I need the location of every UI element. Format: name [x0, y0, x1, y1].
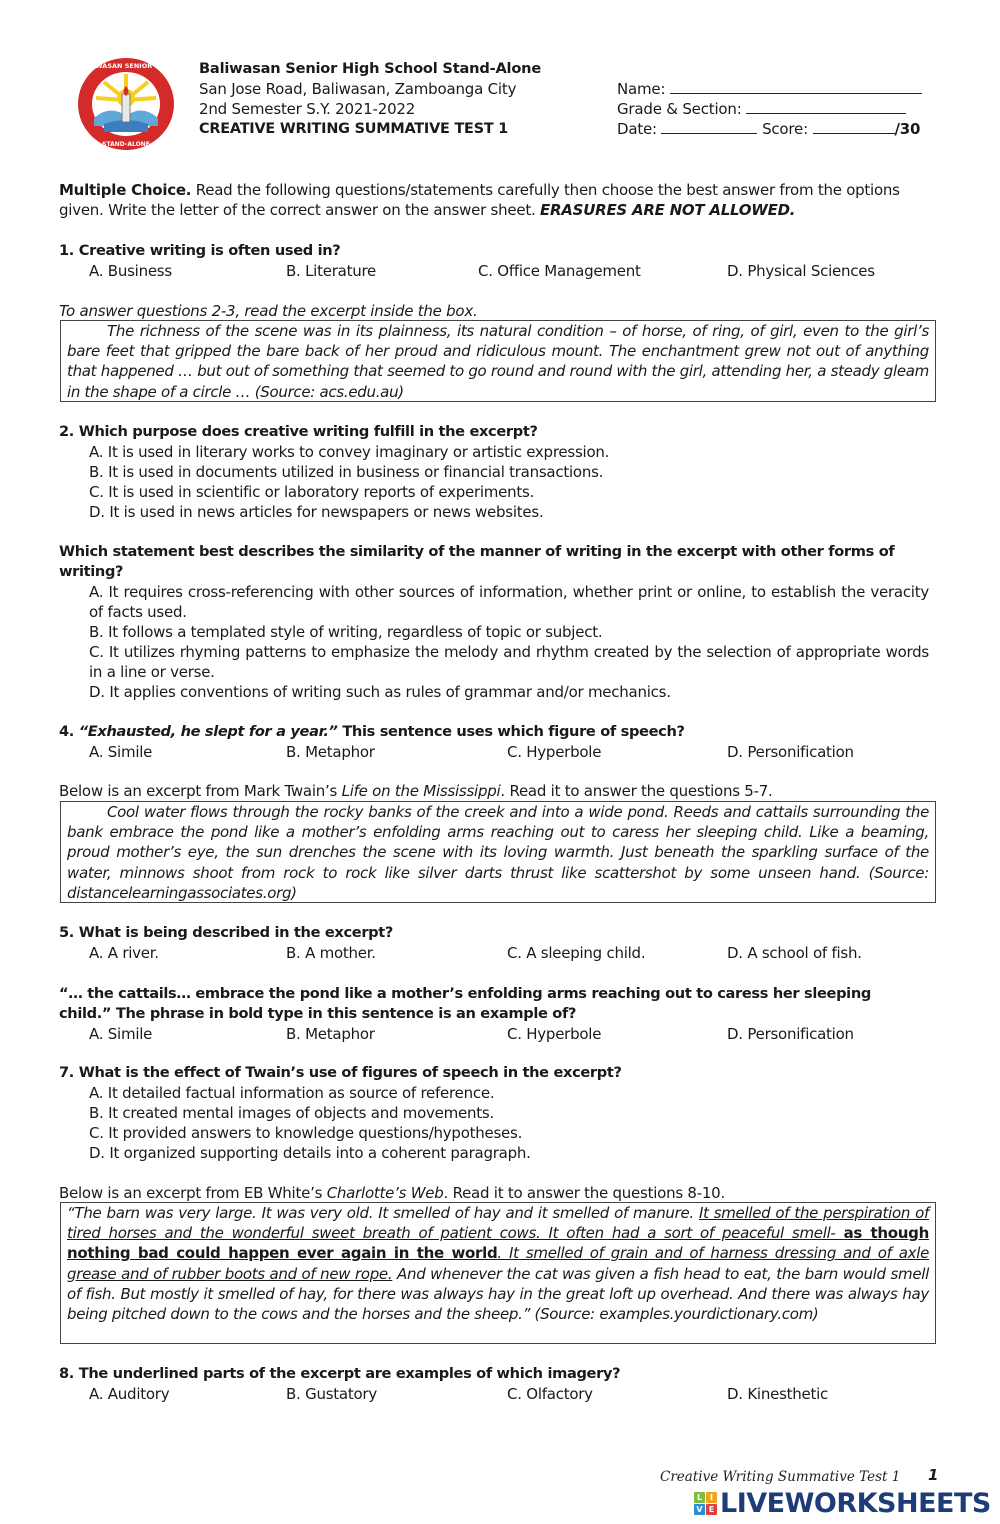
option-c[interactable]: C. A sleeping child.	[507, 944, 646, 962]
student-info	[617, 79, 937, 139]
date-label: Date:	[617, 120, 657, 138]
question-text: “… the cattails… embrace the pond like a mother’s enfolding arms reaching out to caress her sleeping	[59, 985, 871, 1002]
date-score-row	[617, 119, 937, 139]
excerpt-2-intro	[59, 781, 773, 801]
option-c[interactable]: C. It is used in scientific or laboratory reports of experiments.	[89, 483, 535, 501]
page-number: 1	[928, 1466, 939, 1484]
grade-section-label: Grade & Section:	[617, 100, 742, 118]
option-b[interactable]: B. Metaphor	[286, 1025, 375, 1043]
footer-title: Creative Writing Summative Test 1	[660, 1469, 901, 1485]
option-a[interactable]: A. Simile	[89, 1025, 153, 1043]
excerpt-2-text: Cool water flows through the rocky banks of the creek and into a wide pond. Reeds and cattails surrounding the bank embrace the pond like a mother’s enfolding arms reaching out to caress her sleeping child. Like a beaming, proud mother’s eye, the sun drenches the scene with its loving warmth. Just beneath the sparkling surface of the water, minnows shoot from rock to rock like silver darts thrust like scattershot by some unseen hand. (Source: distancelearningassociates.org)	[67, 803, 929, 902]
question-text: What is being described in the excerpt?	[78, 924, 394, 941]
question-text: This sentence uses which figure of speech?	[337, 723, 685, 740]
option-d[interactable]: D. It organized supporting details into a coherent paragraph.	[89, 1144, 531, 1162]
grade-section-field[interactable]	[746, 99, 906, 114]
option-a[interactable]: A. It requires cross-referencing with other sources of information, whether print or online, to establish the veracity of facts used.	[89, 583, 929, 621]
option-b[interactable]: B. Literature	[286, 262, 377, 280]
question-8	[59, 1364, 939, 1404]
intro-text: Below is an excerpt from EB White’s	[59, 1184, 327, 1202]
svg-text:STAND-ALONE: STAND-ALONE	[102, 141, 150, 148]
name-row	[617, 79, 937, 99]
instructions-body: Read the following questions/statements carefully then choose the best answer from the options given. Write the letter of the correct answer on the answer sheet.	[59, 181, 900, 219]
option-a[interactable]: A. A river.	[89, 944, 159, 962]
option-d[interactable]: D. A school of fish.	[727, 944, 862, 962]
test-title: CREATIVE WRITING SUMMATIVE TEST 1	[199, 121, 509, 137]
option-a[interactable]: A. Auditory	[89, 1385, 170, 1403]
book-title: Life on the Mississippi	[341, 782, 501, 800]
option-c[interactable]: C. Office Management	[478, 262, 641, 280]
icon-letter: I	[706, 1492, 717, 1503]
question-text: What is the effect of Twain’s use of figures of speech in the excerpt?	[78, 1064, 622, 1081]
excerpt-3-underlined: It smelled of the perspiration of tired horses and the wonderful sweet breath of patient cows. It often had a sort of peaceful smell-	[67, 1204, 929, 1243]
semester: 2nd Semester S.Y. 2021-2022	[199, 100, 416, 118]
question-text: Creative writing is often used in?	[78, 242, 341, 259]
question-text: The underlined parts of the excerpt are examples of which imagery?	[78, 1365, 621, 1382]
svg-text:BALIWASAN SENIOR HIGH: BALIWASAN SENIOR HIGH	[78, 62, 174, 70]
excerpt-3-underlined: . It smelled of grain and of harness dressing and of axle grease and of rubber boots and of new rope.	[67, 1244, 929, 1283]
option-c[interactable]: C. Hyperbole	[507, 1025, 602, 1043]
question-5	[59, 923, 939, 963]
score-field[interactable]	[813, 119, 895, 134]
excerpt-3-box	[60, 1202, 936, 1344]
option-b[interactable]: B. It created mental images of objects and movements.	[89, 1104, 494, 1122]
score-label: Score:	[762, 120, 808, 138]
option-b[interactable]: B. It follows a templated style of writing, regardless of topic or subject.	[89, 623, 603, 641]
grade-section-row	[617, 99, 937, 119]
excerpt-1-box	[60, 320, 936, 402]
option-c[interactable]: C. Hyperbole	[507, 743, 602, 761]
option-d[interactable]: D. Physical Sciences	[727, 262, 875, 280]
option-d[interactable]: D. It applies conventions of writing such as rules of grammar and/or mechanics.	[89, 683, 671, 701]
excerpt-3-intro	[59, 1183, 725, 1203]
excerpt-2-box	[60, 801, 936, 903]
date-field[interactable]	[661, 119, 757, 134]
instructions-emphasis: ERASURES ARE NOT ALLOWED.	[540, 201, 796, 219]
question-7	[59, 1063, 939, 1163]
intro-text: . Read it to answer the questions 5-7.	[500, 782, 773, 800]
option-a[interactable]: A. Business	[89, 262, 172, 280]
excerpt-1-intro: To answer questions 2-3, read the excerpt inside the box.	[59, 302, 478, 320]
question-4	[59, 722, 939, 762]
option-c[interactable]: C. It utilizes rhyming patterns to emphasize the melody and rhythm created by the selection of appropriate words in a line or verse.	[89, 643, 929, 681]
score-total: /30	[894, 120, 921, 138]
option-d[interactable]: D. Kinesthetic	[727, 1385, 829, 1403]
book-title: Charlotte’s Web	[326, 1184, 444, 1202]
school-header	[199, 59, 541, 139]
excerpt-1-text: The richness of the scene was in its plainness, its natural condition – of horse, of ring, of girl, even to the girl’s bare feet that gripped the bare back of her proud and ridiculous mount. The enchantment grew not out of anything that happened … but out of something that seemed to go round and round with the girl, attending her, a steady gleam in the shape of a circle … (Source: acs.edu.au)	[67, 322, 929, 401]
question-6	[59, 984, 939, 1044]
question-number: 2.	[59, 423, 74, 440]
brand-name: LIVEWORKSHEETS	[720, 1487, 991, 1519]
question-number: 8.	[59, 1365, 74, 1382]
option-d[interactable]: D. Personification	[727, 1025, 854, 1043]
school-address: San Jose Road, Baliwasan, Zamboanga City	[199, 80, 517, 98]
school-seal-icon	[76, 56, 176, 152]
question-text-cont: child.” The phrase in bold type in this sentence is an example of?	[59, 1005, 577, 1022]
question-3	[59, 542, 929, 702]
option-a[interactable]: A. Simile	[89, 743, 153, 761]
option-c[interactable]: C. Olfactory	[507, 1385, 593, 1403]
option-a[interactable]: A. It is used in literary works to convey imaginary or artistic expression.	[89, 443, 610, 461]
question-text: Which purpose does creative writing fulfill in the excerpt?	[78, 423, 538, 440]
option-b[interactable]: B. A mother.	[286, 944, 376, 962]
question-number: 7.	[59, 1064, 74, 1081]
question-quote: “Exhausted, he slept for a year.”	[78, 723, 338, 740]
intro-text: . Read it to answer the questions 8-10.	[443, 1184, 725, 1202]
option-b[interactable]: B. Metaphor	[286, 743, 375, 761]
name-field[interactable]	[670, 79, 922, 94]
option-a[interactable]: A. It detailed factual information as source of reference.	[89, 1084, 495, 1102]
question-2	[59, 422, 939, 522]
option-d[interactable]: D. Personification	[727, 743, 854, 761]
excerpt-3-text: And whenever the cat was given a fish head to eat, the barn would smell of fish. But mostly it smelled of hay, for there was always hay in the great loft up overhead. And there was always hay being pitched down to the cows and the horses and the sheep.” (Source: examples.yourdictionary.com)	[67, 1264, 929, 1324]
icon-letter: L	[694, 1492, 705, 1503]
option-b[interactable]: B. It is used in documents utilized in business or financial transactions.	[89, 463, 604, 481]
instructions-lead: Multiple Choice.	[59, 181, 192, 199]
instructions	[59, 180, 939, 220]
name-label: Name:	[617, 80, 666, 98]
liveworksheets-icon	[694, 1492, 717, 1515]
excerpt-3-bold-underlined: as though nothing bad could happen ever again in the world	[67, 1224, 929, 1263]
option-d[interactable]: D. It is used in news articles for newspapers or news websites.	[89, 503, 544, 521]
icon-letter: V	[694, 1504, 705, 1515]
question-number: 4.	[59, 723, 74, 740]
excerpt-3-text: “The barn was very large. It was very old. It smelled of hay and it smelled of manure.	[67, 1204, 699, 1222]
question-number: 1.	[59, 242, 74, 259]
question-number: 5.	[59, 924, 74, 941]
option-b[interactable]: B. Gustatory	[286, 1385, 377, 1403]
school-name: Baliwasan Senior High School Stand-Alone	[199, 60, 542, 77]
option-c[interactable]: C. It provided answers to knowledge questions/hypotheses.	[89, 1124, 523, 1142]
intro-text: Below is an excerpt from Mark Twain’s	[59, 782, 342, 800]
icon-letter: E	[706, 1504, 717, 1515]
question-1	[59, 241, 939, 281]
liveworksheets-logo[interactable]	[694, 1486, 991, 1520]
question-text-cont: writing?	[59, 563, 124, 580]
question-text: Which statement best describes the similarity of the manner of writing in the excerpt with other forms of	[59, 543, 895, 560]
